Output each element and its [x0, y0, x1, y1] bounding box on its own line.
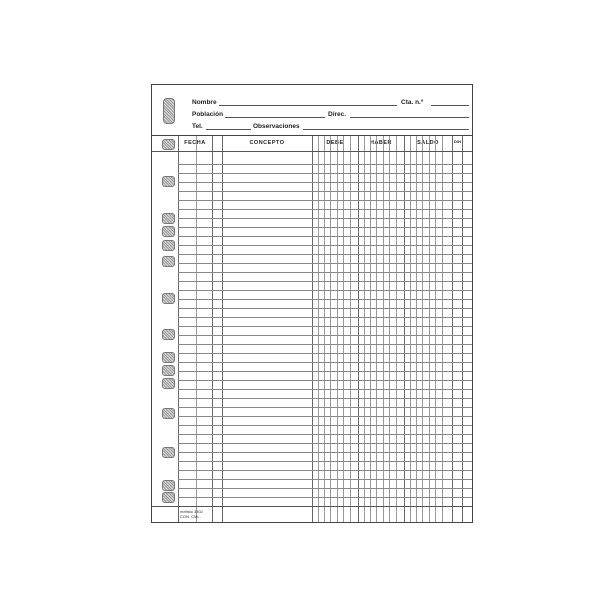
rule-debe-2 [324, 136, 325, 522]
binder-hole-icon [162, 365, 175, 376]
ledger-row [178, 434, 472, 435]
ledger-row [178, 353, 472, 354]
ledger-row [178, 272, 472, 273]
rule-fecha-right [212, 136, 213, 522]
ledger-row [178, 173, 472, 174]
ledger-row [178, 299, 472, 300]
rule-saldo-1 [410, 136, 411, 522]
ledger-row [178, 416, 472, 417]
ledger-row [178, 164, 472, 165]
rule-debe-5 [343, 136, 344, 522]
binder-hole-icon [163, 98, 175, 124]
binder-hole-icon [162, 352, 175, 363]
print-code-line2: CON. CML. [180, 514, 201, 519]
ledger-row [178, 191, 472, 192]
ledger-row [178, 407, 472, 408]
rule-haber-left [358, 136, 359, 522]
poblacion-field[interactable] [225, 117, 325, 118]
ledger-row [178, 389, 472, 390]
ledger-row [178, 335, 472, 336]
rule-dh-left [452, 136, 453, 522]
ledger-row [178, 227, 472, 228]
rule-saldo-left [404, 136, 405, 522]
ledger-row [178, 326, 472, 327]
rule-haber-6 [396, 136, 397, 522]
rule-haber-3 [376, 136, 377, 522]
rule-debe-6 [350, 136, 351, 522]
ledger-row [178, 308, 472, 309]
ledger-row [178, 398, 472, 399]
binder-hole-icon [162, 408, 175, 419]
binder-hole-icon [162, 329, 175, 340]
nombre-label: Nombre [192, 99, 217, 106]
rule-saldo-6 [442, 136, 443, 522]
rule-saldo-3 [422, 136, 423, 522]
telefono-field[interactable] [206, 129, 251, 130]
binder-hole-icon [162, 226, 175, 237]
ledger-row [178, 281, 472, 282]
print-code [180, 509, 203, 519]
direccion-field[interactable] [350, 117, 469, 118]
col-header-saldo: SALDO [417, 140, 439, 146]
account-header [152, 85, 472, 136]
ledger-row [178, 200, 472, 201]
binder-hole-icon [162, 176, 175, 187]
rule-concepto-left [222, 136, 223, 522]
ledger-row [178, 470, 472, 471]
rule-dh-right [462, 136, 463, 522]
ledger-row [178, 452, 472, 453]
ledger-row [178, 263, 472, 264]
rule-haber-1 [364, 136, 365, 522]
col-header-concepto: CONCEPTO [249, 140, 285, 146]
col-header-fecha: FECHA [184, 140, 206, 146]
binder-hole-icon [162, 447, 175, 458]
ledger-sheet [151, 84, 473, 523]
ledger-row [178, 443, 472, 444]
col-header-debe-haber: D/H [454, 139, 461, 144]
print-code-line1: mefisto 3302 [180, 509, 203, 514]
rule-debe-1 [318, 136, 319, 522]
ledger-row [178, 380, 472, 381]
ledger-row [178, 182, 472, 183]
observaciones-label: Observaciones [253, 123, 300, 130]
binder-hole-icon [162, 240, 175, 251]
ledger-table [152, 136, 472, 522]
rule-saldo-4 [429, 136, 430, 522]
binder-hole-icon [162, 213, 175, 224]
ledger-row [178, 479, 472, 480]
ledger-row [178, 317, 472, 318]
ledger-row [178, 245, 472, 246]
ledger-row [178, 488, 472, 489]
telefono-label: Tel. [192, 123, 203, 130]
rule-haber-2 [370, 136, 371, 522]
rule-debe-4 [337, 136, 338, 522]
ledger-row [178, 461, 472, 462]
col-header-debe: DEBE [326, 140, 344, 146]
col-header-haber: HABER [369, 140, 393, 146]
binder-hole-icon [162, 492, 175, 503]
ledger-row [178, 344, 472, 345]
binder-hole-icon [162, 293, 175, 304]
direccion-label: Direc. [328, 111, 347, 118]
ledger-row [178, 497, 472, 498]
rule-fecha-left [178, 136, 179, 522]
column-header-rule [152, 151, 472, 152]
rule-debe-3 [330, 136, 331, 522]
ledger-bottom-rule [152, 506, 472, 507]
rule-haber-5 [389, 136, 390, 522]
observaciones-field[interactable] [303, 129, 469, 130]
rule-fecha-mid [196, 136, 197, 522]
ledger-row [178, 290, 472, 291]
cuenta-field[interactable] [431, 105, 469, 106]
rule-debe-left [312, 136, 313, 522]
binder-hole-icon [162, 256, 175, 267]
binder-hole-icon [162, 378, 175, 389]
nombre-field[interactable] [219, 105, 397, 106]
ledger-row [178, 425, 472, 426]
ledger-row [178, 218, 472, 219]
binder-hole-icon [162, 139, 175, 150]
rule-haber-4 [383, 136, 384, 522]
rule-saldo-2 [416, 136, 417, 522]
rule-saldo-5 [435, 136, 436, 522]
binder-hole-icon [162, 480, 175, 491]
ledger-row [178, 209, 472, 210]
ledger-row [178, 362, 472, 363]
poblacion-label: Población [192, 111, 224, 118]
ledger-row [178, 236, 472, 237]
ledger-row [178, 371, 472, 372]
cuenta-label: Cta. n.º [401, 99, 424, 106]
ledger-row [178, 254, 472, 255]
